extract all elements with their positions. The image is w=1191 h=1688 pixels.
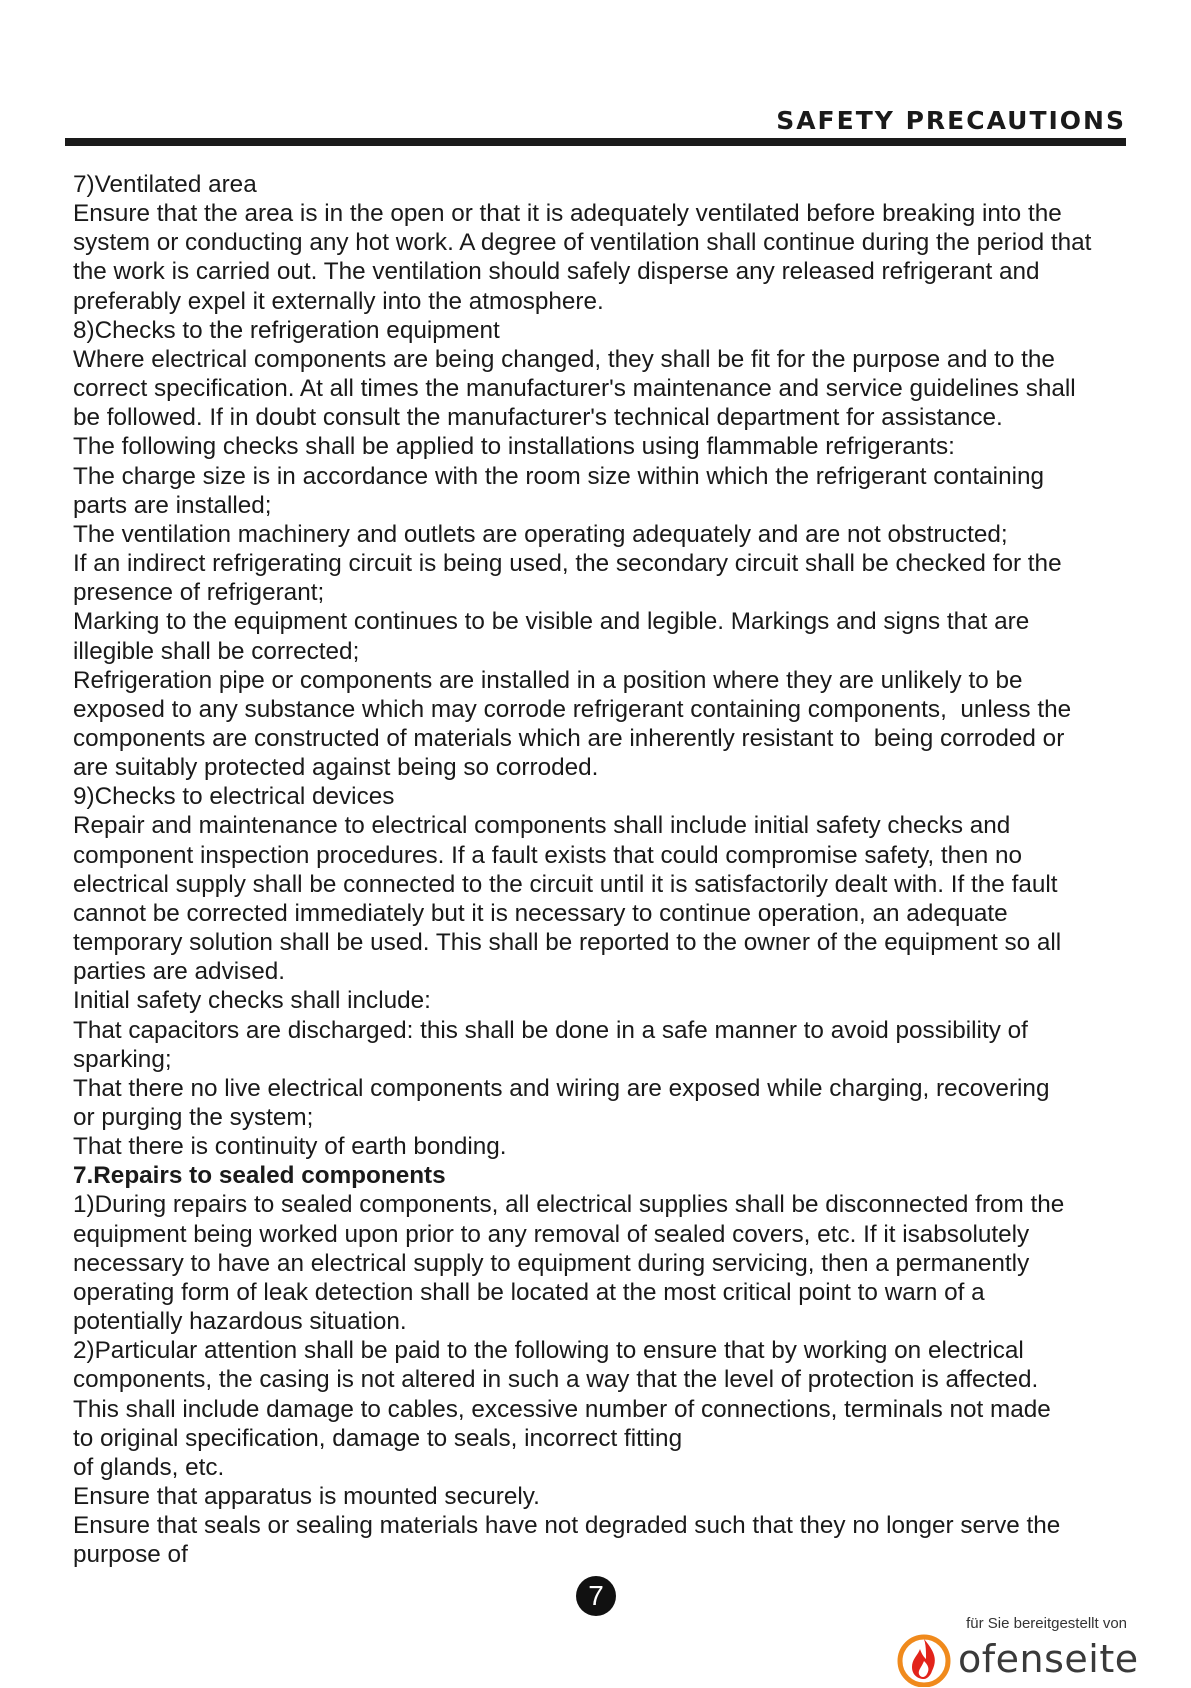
text-line: are suitably protected against being so corroded. (73, 754, 599, 782)
page-number-badge: 7 (576, 1576, 616, 1616)
text-line: Ensure that apparatus is mounted securely. (73, 1483, 540, 1511)
text-line: operating form of leak detection shall be located at the most critical point to warn of a (73, 1278, 985, 1306)
header-divider (65, 138, 1126, 146)
text-line: be followed. If in doubt consult the manufacturer's technical department for assistance. (73, 404, 1003, 432)
text-line: the work is carried out. The ventilation should safely disperse any released refrigerant and (73, 258, 1040, 286)
text-line: Repair and maintenance to electrical components shall include initial safety checks and (73, 812, 1011, 840)
text-line: Ensure that seals or sealing materials have not degraded such that they no longer serve the (73, 1512, 1061, 1540)
text-line: That there no live electrical components and wiring are exposed while charging, recovering (73, 1074, 1050, 1102)
text-line: preferably expel it externally into the atmosphere. (73, 287, 604, 315)
text-line: This shall include damage to cables, excessive number of connections, terminals not made (73, 1395, 1051, 1423)
section-heading: 7.Repairs to sealed components (73, 1162, 446, 1190)
text-line: cannot be corrected immediately but it is necessary to continue operation, an adequate (73, 899, 1008, 927)
text-line: The following checks shall be applied to installations using flammable refrigerants: (73, 433, 955, 461)
text-line: 1)During repairs to sealed components, all electrical supplies shall be disconnected from the (73, 1191, 1065, 1219)
text-line: component inspection procedures. If a fault exists that could compromise safety, then no (73, 841, 1022, 869)
text-line: That there is continuity of earth bonding. (73, 1133, 507, 1161)
text-line: 9)Checks to electrical devices (73, 783, 395, 811)
text-line: components are constructed of materials which are inherently resistant to being corroded or (73, 724, 1065, 752)
text-line: potentially hazardous situation. (73, 1308, 407, 1336)
text-line: or purging the system; (73, 1104, 314, 1131)
text-line: purpose of (73, 1541, 188, 1569)
brand-tagline: für Sie bereitgestellt von (966, 1615, 1127, 1632)
text-line: parts are installed; (73, 491, 272, 519)
text-line: illegible shall be corrected; (73, 637, 360, 665)
text-line: The ventilation machinery and outlets are operating adequately and are not obstructed; (73, 520, 1008, 548)
text-line: Ensure that the area is in the open or that it is adequately ventilated before breaking into the (73, 200, 1062, 228)
text-line: If an indirect refrigerating circuit is being used, the secondary circuit shall be checked for the (73, 550, 1062, 578)
text-line: That capacitors are discharged: this shall be done in a safe manner to avoid possibility of (73, 1016, 1028, 1044)
text-line: parties are advised. (73, 958, 286, 986)
brand-logo (896, 1630, 1139, 1688)
text-line: of glands, etc. (73, 1453, 225, 1481)
text-line: correct specification. At all times the manufacturer's maintenance and service guidelines shall (73, 375, 1076, 403)
text-line: necessary to have an electrical supply to equipment during servicing, then a permanently (73, 1249, 1030, 1277)
text-line: Where electrical components are being changed, they shall be fit for the purpose and to the (73, 345, 1055, 373)
text-line: The charge size is in accordance with the room size within which the refrigerant containing (73, 462, 1045, 490)
text-line: to original specification, damage to seals, incorrect fitting (73, 1424, 683, 1452)
text-line: sparking; (73, 1045, 172, 1073)
text-line: electrical supply shall be connected to the circuit until it is satisfactorily dealt with. If the fault (73, 870, 1058, 898)
page-title: SAFETY PRECAUTIONS (776, 106, 1126, 135)
text-line: 8)Checks to the refrigeration equipment (73, 316, 500, 344)
text-line: equipment being worked upon prior to any removal of sealed covers, etc. If it isabsolutely (73, 1220, 1030, 1248)
text-line: 7)Ventilated area (73, 171, 257, 198)
text-line: system or conducting any hot work. A degree of ventilation shall continue during the period that (73, 229, 1092, 257)
brand-name: ofenseite (958, 1637, 1139, 1681)
flame-logo-icon (896, 1631, 952, 1687)
text-line: presence of refrigerant; (73, 579, 325, 607)
body-text (73, 170, 1133, 1570)
text-line: Refrigeration pipe or components are installed in a position where they are unlikely to be (73, 666, 1023, 694)
text-line: exposed to any substance which may corrode refrigerant containing components, unless the (73, 695, 1072, 723)
text-line: components, the casing is not altered in such a way that the level of protection is affected. (73, 1366, 1039, 1394)
text-line: temporary solution shall be used. This shall be reported to the owner of the equipment so all (73, 929, 1062, 957)
text-line: Initial safety checks shall include: (73, 987, 431, 1015)
text-line: 2)Particular attention shall be paid to the following to ensure that by working on electrical (73, 1337, 1024, 1365)
text-line: Marking to the equipment continues to be visible and legible. Markings and signs that are (73, 608, 1030, 636)
